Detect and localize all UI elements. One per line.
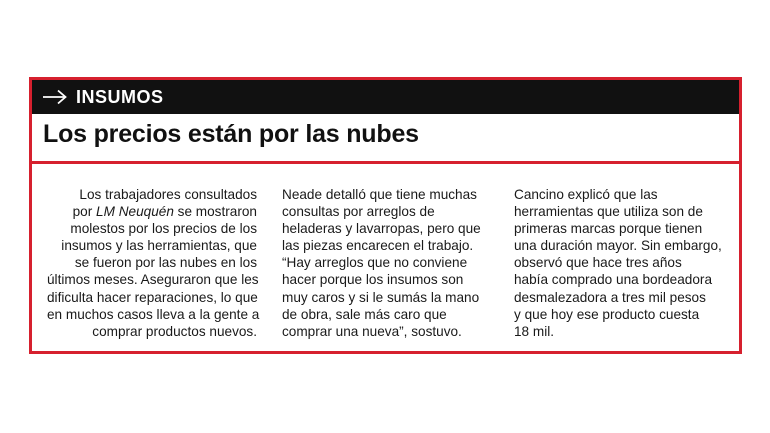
arrow-right-icon <box>42 89 68 105</box>
kicker-bar <box>32 80 739 114</box>
text-line: había comprado una bordeadora <box>514 272 713 288</box>
text-line: insumos y las herramientas, que <box>61 238 257 254</box>
publication-name: LM Neuquén <box>96 204 174 220</box>
text-line: Neade detalló que tiene muchas <box>282 187 477 202</box>
text-line: en muchos casos lleva a la gente a <box>47 306 260 322</box>
text-line: una duración mayor. Sin embargo, <box>514 238 722 254</box>
text-line: herramientas que utiliza son de <box>514 204 703 220</box>
section-kicker: INSUMOS <box>76 86 164 107</box>
text-line: Los trabajadores consultados <box>79 187 257 202</box>
text-line: heladeras y lavarropas, pero que <box>282 221 481 237</box>
text-line <box>47 203 257 220</box>
text-line: molestos por los precios de los <box>70 221 257 237</box>
text-line: Cancino explicó que las <box>514 187 658 202</box>
divider <box>32 161 739 164</box>
text-line: muy caros y si le sumás la mano <box>282 289 480 305</box>
info-box <box>29 77 742 354</box>
text-line: 18 mil. <box>514 323 555 339</box>
column-1 <box>47 186 260 340</box>
text-line: hacer porque los insumos son <box>282 272 464 288</box>
text-line: “Hay arreglos que no conviene <box>282 255 468 271</box>
column-3 <box>514 186 729 340</box>
text-line: comprar productos nuevos. <box>92 323 257 339</box>
text-line: las piezas encarecen el trabajo. <box>282 238 474 254</box>
text-line: y que hoy ese producto cuesta <box>514 306 700 322</box>
text-line: de obra, sale más caro que <box>282 306 447 322</box>
text-line: comprar una nueva”, sostuvo. <box>282 323 462 339</box>
headline: Los precios están por las nubes <box>43 120 419 148</box>
text-line: dificulta hacer reparaciones, lo que <box>47 289 258 305</box>
text-line: consultas por arreglos de <box>282 204 435 220</box>
column-2 <box>282 186 497 340</box>
text-line: desmalezadora a tres mil pesos <box>514 289 706 305</box>
text-line: primeras marcas porque tienen <box>514 221 703 237</box>
text-fragment: por <box>72 204 97 220</box>
text-line: se fueron por las nubes en los <box>74 255 257 271</box>
text-fragment: se mostraron <box>173 204 257 220</box>
text-line: observó que hace tres años <box>514 255 682 271</box>
text-line: últimos meses. Aseguraron que les <box>47 272 259 288</box>
